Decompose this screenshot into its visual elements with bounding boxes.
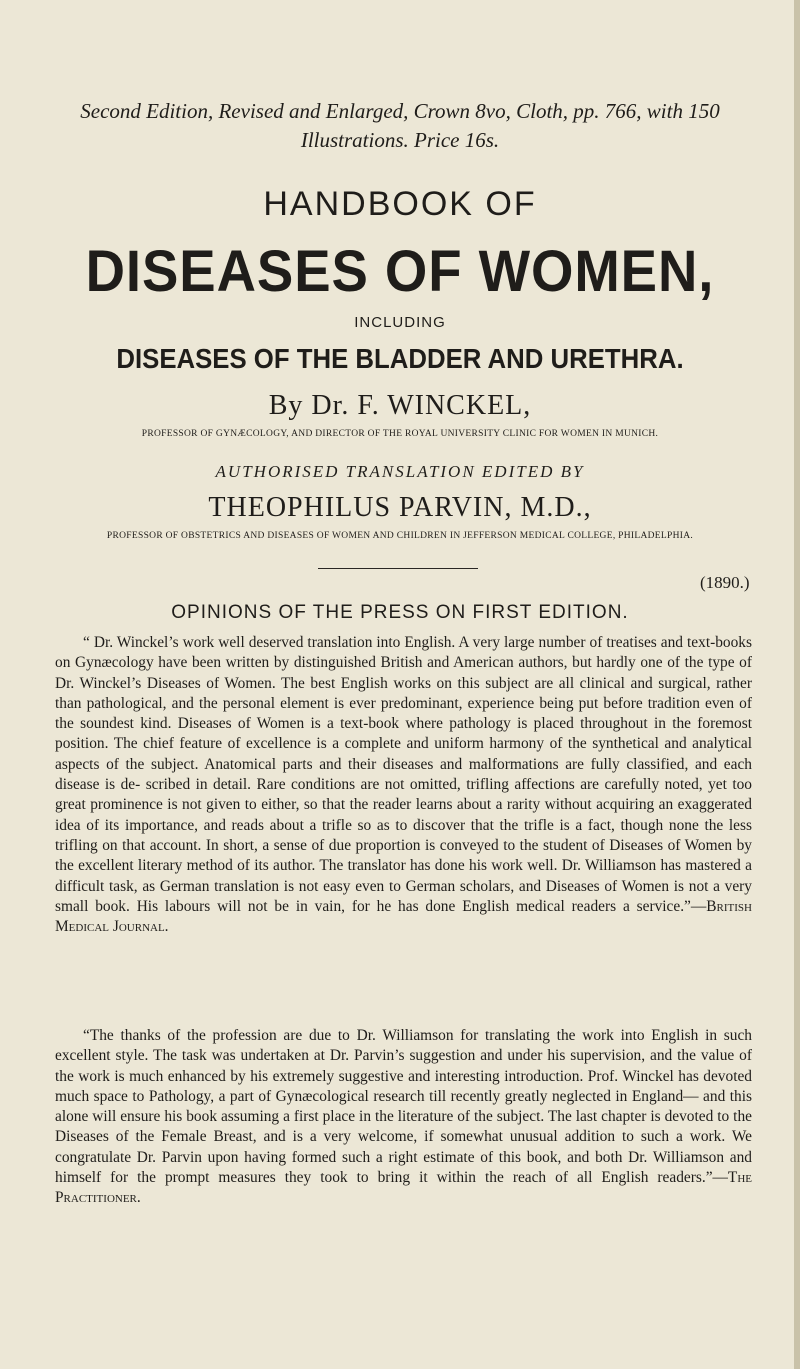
edition-line: Second Edition, Revised and Enlarged, Crown 8vo, Cloth, pp. 766, with 150 Illustrations. Price 16s. [80,99,720,152]
editor-credentials: PROFESSOR OF OBSTETRICS AND DISEASES OF WOMEN AND CHILDREN IN JEFFERSON MEDICAL COLLEGE, PHILADELPHIA. [106,531,694,541]
including-label: INCLUDING [354,314,446,331]
subtitle: DISEASES OF THE BLADDER AND URETHRA. [116,343,684,374]
review-british-medical-journal [55,633,752,937]
review-text: “The thanks of the profession are due to Dr. Williamson for translating the work into English in such excellent style. The task was undertaken at Dr. Parvin’s suggestion and under his supervision, and the value of the work is much enhanced by his extremely suggestive and interesting introduction. Prof. Winckel has devoted much space to Pathology, a part of Gynæcological research till recently greatly neglected in England— and this alone will ensure his book assuming a first place in the literature of the subject. The last chapter is devoted to the Diseases of the Female Breast, and is a very welcome, if somewhat unusual addition to such a work. We congratulate Dr. Parvin upon having formed such a right estimate of this book, and both Dr. Williamson and himself for the prompt measures they took to bring it within the reach of all English readers.”— [55,1027,752,1187]
review-text: “ Dr. Winckel’s work well deserved translation into English. A very large number of treatises and text-books on Gynæcology have been written by distinguished British and American authors, but hardly one of the type of Dr. Winckel’s Diseases of Women. The best English works on this subject are all clinical and surgical, rather than pathological, and the personal element is ever predominant, experience being put before tradition even of the soundest kind. Diseases of Women is a text-book where pathology is placed throughout in the foremost position. The chief feature of excellence is a complete and uniform harmony of the synthetical and analytical aspects of the subject. Anatomical parts and their diseases and malformations are fully classified, and each disease is de- scribed in detail. Rare conditions are not omitted, trifling affections are carefully noted, yet too great prominence is not given to either, so that the reader learns about a rarity without acquiring an exaggerated idea of its importance, and reads about a trifle so as to discover that the trifle is a fact, though none the less trifling on that account. In short, a sense of due proportion is conveyed to the student of Diseases of Women by the excellent literary method of its author. The translator has done his work well. Dr. Williamson has mastered a difficult task, as German translation is not easy even to German scholars, and Diseases of Women is not a very small book. His labours will not be in vain, for he has done English medical readers a service.”— [55,634,752,915]
author: By Dr. F. WINCKEL, [268,390,532,421]
translation-line: AUTHORISED TRANSLATION EDITED BY [215,462,585,481]
review-source: British Medical Journal. [55,897,752,936]
editor: THEOPHILUS PARVIN, M.D., [208,492,592,523]
review-practitioner [55,1026,752,1209]
author-credentials: PROFESSOR OF GYNÆCOLOGY, AND DIRECTOR OF THE ROYAL UNIVERSITY CLINIC FOR WOMEN IN MUNICH. [141,429,659,439]
title-main: DISEASES OF WOMEN, [85,239,715,304]
divider-rule [318,568,478,569]
opinions-heading: OPINIONS OF THE PRESS ON FIRST EDITION. [171,602,629,623]
review-source: The Practitioner. [55,1169,752,1207]
title-handbook: HANDBOOK OF [263,185,537,223]
page-edge [794,0,800,1369]
publication-year: (1890.) [700,573,750,592]
